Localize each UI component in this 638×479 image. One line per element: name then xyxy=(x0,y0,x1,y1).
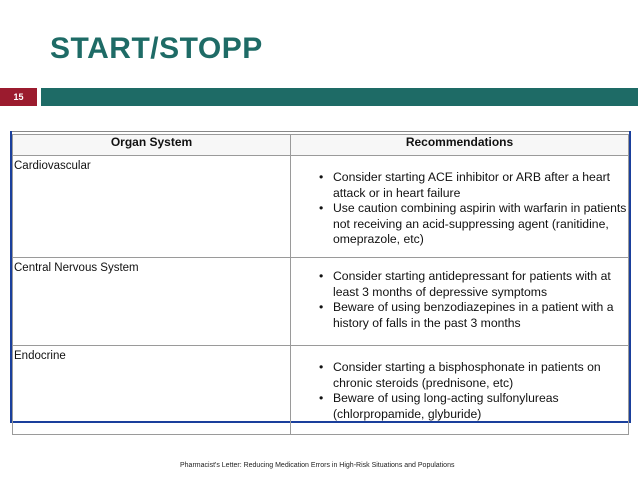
list-item xyxy=(319,170,628,201)
source-footer: Pharmacist's Letter: Reducing Medication Errors in High-Risk Situations and Populations xyxy=(180,462,455,469)
recommendation-text: Use caution combining aspirin with warfarin in patients not receiving an acid-suppressing agent (ranitidine, omeprazole, etc) xyxy=(333,201,627,246)
list-item xyxy=(319,300,628,331)
table-row xyxy=(13,156,629,258)
recommendation-text: Beware of using benzodiazepines in a patient with a history of falls in the past 3 months xyxy=(333,300,614,330)
recommendations-cell xyxy=(291,156,629,258)
header-recommendations: Recommendations xyxy=(291,135,629,156)
bullet-icon: • xyxy=(319,391,324,405)
list-item xyxy=(319,201,628,248)
list-item xyxy=(319,391,628,422)
recommendation-list xyxy=(291,346,628,422)
slide-number: 15 xyxy=(13,92,24,102)
slide-number-badge xyxy=(0,88,37,106)
header-organ-system: Organ System xyxy=(13,135,291,156)
organ-cell: Central Nervous System xyxy=(13,258,291,346)
list-item xyxy=(319,360,628,391)
table-header-row xyxy=(13,135,629,156)
bullet-icon: • xyxy=(319,269,324,283)
recommendation-text: Consider starting antidepressant for patients with at least 3 months of depressive symptoms xyxy=(333,269,611,299)
bullet-icon: • xyxy=(319,201,324,215)
table-row xyxy=(13,258,629,346)
title-underline-bar xyxy=(41,88,638,106)
organ-cell: Endocrine xyxy=(13,346,291,435)
organ-cell: Cardiovascular xyxy=(13,156,291,258)
recommendation-text: Consider starting ACE inhibitor or ARB after a heart attack or in heart failure xyxy=(333,170,611,200)
recommendation-text: Beware of using long-acting sulfonylureas (chlorpropamide, glyburide) xyxy=(333,391,559,421)
recommendation-list xyxy=(291,258,628,331)
list-item xyxy=(319,269,628,300)
recommendations-table xyxy=(12,134,629,435)
table-row xyxy=(13,346,629,435)
slide-title: START/STOPP xyxy=(50,32,263,65)
bullet-icon: • xyxy=(319,300,324,314)
recommendations-cell xyxy=(291,346,629,435)
bullet-icon: • xyxy=(319,170,324,184)
recommendation-list xyxy=(291,156,628,248)
recommendations-cell xyxy=(291,258,629,346)
recommendation-text: Consider starting a bisphosphonate in patients on chronic steroids (prednisone, etc) xyxy=(333,360,601,390)
bullet-icon: • xyxy=(319,360,324,374)
